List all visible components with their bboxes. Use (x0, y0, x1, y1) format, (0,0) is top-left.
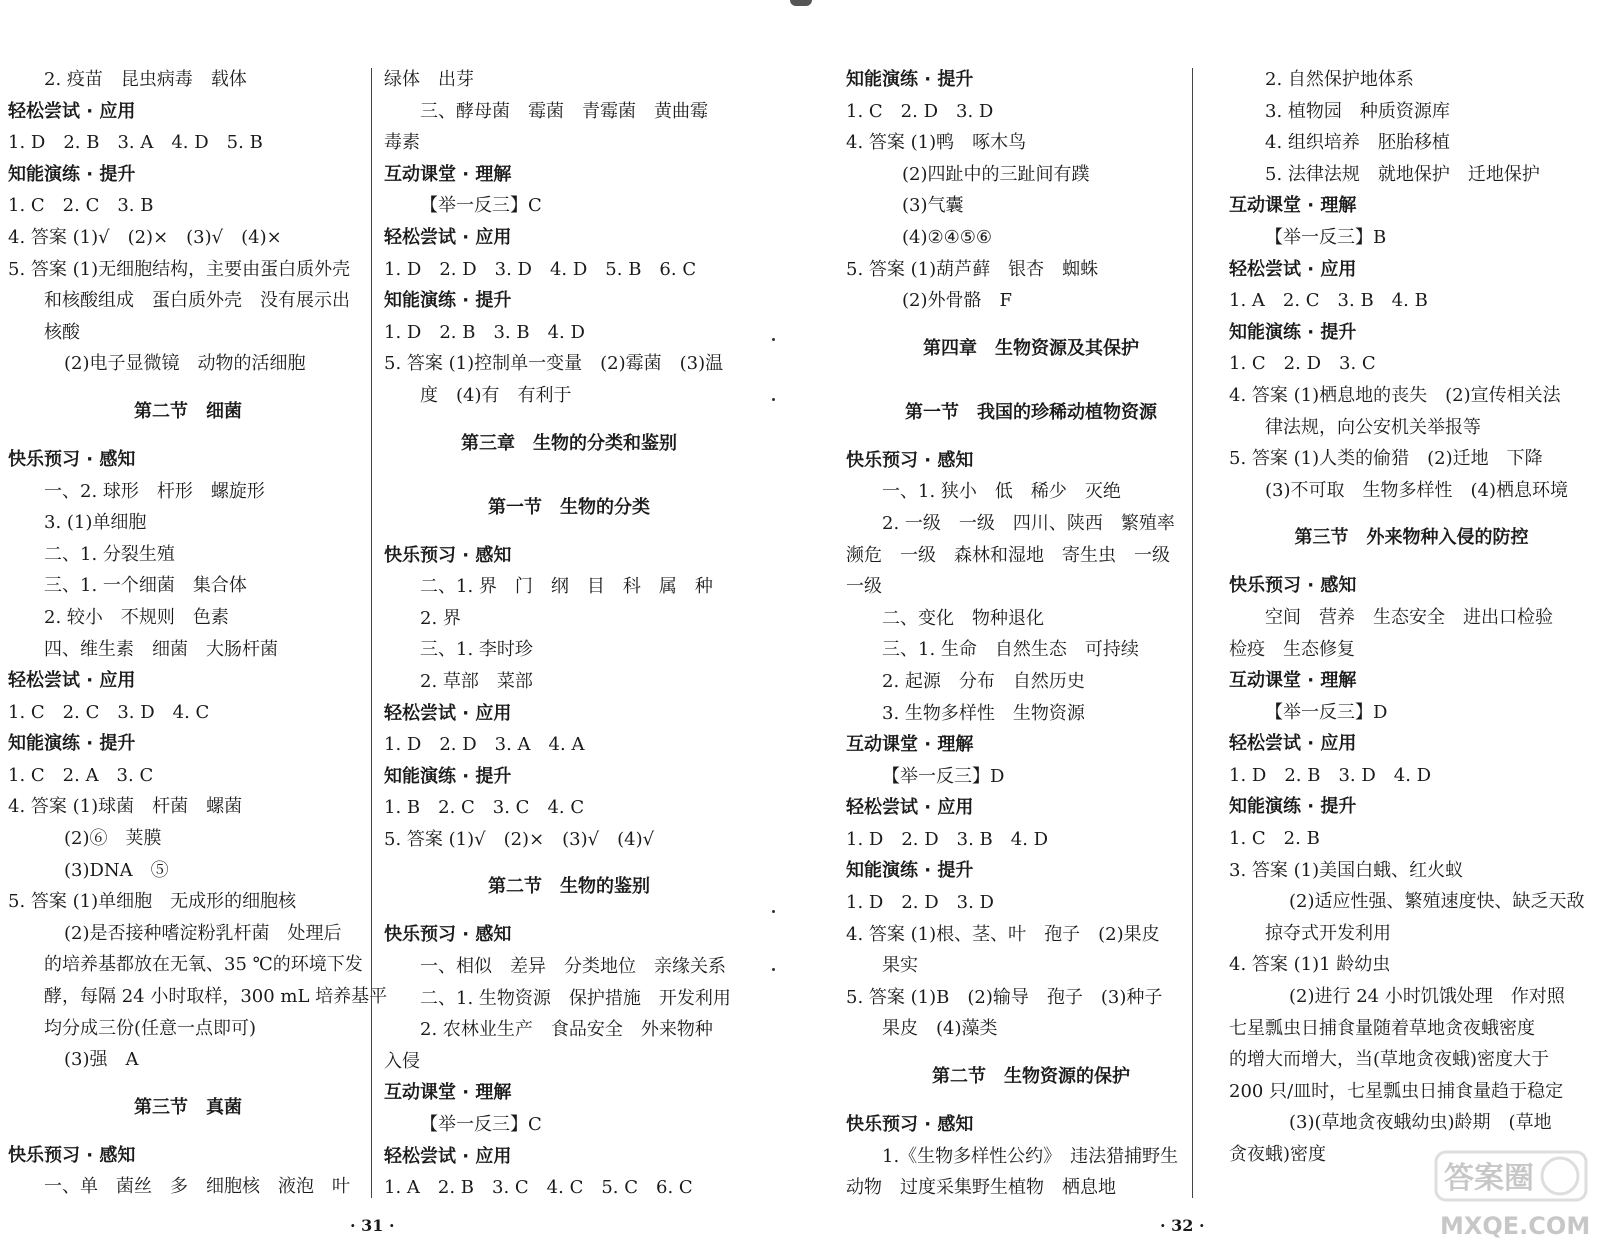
section-label: 知能演练 · 提升 (384, 765, 512, 787)
answer-line: (2)是否接种嗜淀粉乳杆菌 处理后 (64, 922, 342, 944)
answer-line: 一、2. 球形 杆形 螺旋形 (44, 480, 265, 502)
answer-line: 1. C 2. D 3. D (846, 100, 994, 122)
answer-line: 5. 答案 (1)无细胞结构，主要由蛋白质外壳 (8, 258, 351, 280)
section-label: 互动课堂 · 理解 (384, 1082, 512, 1104)
answer-line: 【举一反三】C (420, 195, 542, 217)
section-label: 轻松尝试 · 应用 (846, 797, 974, 819)
section-label: 知能演练 · 提升 (8, 733, 136, 755)
section-label: 轻松尝试 · 应用 (8, 100, 136, 122)
answer-line: 2. 一级 一级 四川、陕西 繁殖率 (882, 512, 1175, 534)
answer-line: 入侵 (384, 1050, 420, 1072)
section-label: 互动课堂 · 理解 (846, 734, 974, 756)
answer-line: 1. C 2. C 3. B (8, 195, 154, 217)
section-label: 知能演练 · 提升 (8, 163, 136, 185)
answer-line: 三、1. 一个细菌 集合体 (44, 575, 247, 597)
watermark-text: 答案圈 (1444, 1161, 1534, 1196)
answer-line: 4. 答案 (1)√ (2)× (3)√ (4)× (8, 226, 282, 248)
answer-line: 空间 营养 生态安全 进出口检验 (1265, 606, 1553, 628)
section-label: 快乐预习 · 感知 (384, 544, 512, 566)
answer-line: 1.《生物多样性公约》 违法猎捕野生 (882, 1145, 1179, 1167)
answer-line: 七星瓢虫日捕食量随着草地贪夜蛾密度 (1229, 1017, 1535, 1039)
answer-line: 5. 答案 (1)葫芦藓 银杏 蜘蛛 (846, 258, 1099, 280)
section-heading: 第三节 真菌 (134, 1096, 242, 1118)
section-heading: 第三章 生物的分类和鉴别 (461, 432, 677, 454)
answer-line: (2)外骨骼 F (902, 290, 1012, 312)
section-heading: 第四章 生物资源及其保护 (923, 337, 1139, 359)
answer-line: 2. 自然保护地体系 (1265, 69, 1414, 90)
section-label: 快乐预习 · 感知 (1229, 575, 1357, 597)
answer-line: 4. 答案 (1)球菌 杆菌 螺菌 (8, 796, 243, 818)
answer-line: 一、1. 狭小 低 稀少 灭绝 (882, 481, 1121, 503)
answer-line: 三、1. 生命 自然生态 可持续 (882, 639, 1139, 661)
section-heading: 第二节 生物的鉴别 (488, 876, 650, 898)
section-label: 互动课堂 · 理解 (1229, 670, 1357, 692)
watermark-url: MXQE.COM (1440, 1212, 1591, 1240)
answer-line: 1. C 2. C 3. D 4. C (8, 701, 210, 723)
page-number-left: · 31 · (350, 1216, 395, 1235)
section-label: 轻松尝试 · 应用 (384, 702, 512, 724)
answer-line: 2. 起源 分布 自然历史 (882, 670, 1085, 692)
watermark-logo (1430, 1146, 1595, 1246)
section-heading: 第一节 我国的珍稀动植物资源 (905, 401, 1157, 423)
answer-line: (3)DNA ⑤ (64, 859, 169, 881)
answer-line: 动物 过度采集野生植物 栖息地 (846, 1177, 1116, 1199)
answer-column-4 (1229, 64, 1594, 1171)
answer-line: (3)(草地贪夜蛾幼虫)龄期 (草地 (1289, 1112, 1552, 1134)
answer-line: 1. B 2. C 3. C 4. C (384, 797, 585, 819)
answer-line: 1. D 2. B 3. D 4. D (1229, 764, 1432, 786)
answer-line: 4. 答案 (1)1 龄幼虫 (1229, 954, 1391, 976)
answer-line: 二、变化 物种退化 (882, 607, 1044, 629)
answer-line: 1. D 2. D 3. D 4. D 5. B 6. C (384, 258, 697, 280)
answer-line: (3)气囊 (902, 195, 964, 217)
answer-line: 1. C 2. A 3. C (8, 764, 154, 786)
answer-line: 4. 答案 (1)根、茎、叶 孢子 (2)果皮 (846, 923, 1160, 945)
answer-line: 1. D 2. D 3. B 4. D (846, 828, 1049, 850)
answer-line: 检疫 生态修复 (1229, 638, 1355, 660)
answer-column-3 (846, 64, 1216, 1204)
answer-line: 毒素 (384, 132, 420, 154)
answer-line: 4. 答案 (1)鸭 啄木鸟 (846, 132, 1027, 154)
answer-line: 3. 植物园 种质资源库 (1265, 100, 1450, 122)
answer-line: 一级 (846, 576, 882, 598)
answer-line: (4)②④⑤⑥ (902, 226, 993, 248)
answer-line: 【举一反三】D (1265, 701, 1388, 723)
answer-line: 核酸 (44, 321, 80, 343)
answer-line: 二、1. 界 门 纲 目 科 属 种 (420, 576, 713, 598)
answer-line: 5. 答案 (1)单细胞 无成形的细胞核 (8, 891, 297, 913)
answer-line: 均分成三份(任意一点即可) (44, 1017, 257, 1039)
section-label: 轻松尝试 · 应用 (1229, 258, 1357, 280)
answer-line: 4. 组织培养 胚胎移植 (1265, 132, 1450, 154)
section-label: 知能演练 · 提升 (846, 69, 974, 90)
margin-dot (772, 398, 775, 401)
answer-line: 三、酵母菌 霉菌 青霉菌 黄曲霉 (420, 100, 708, 122)
answer-line: 1. D 2. D 3. D (846, 892, 994, 914)
answer-line: 【举一反三】B (1265, 226, 1387, 248)
answer-line: 四、维生素 细菌 大肠杆菌 (44, 638, 278, 660)
answer-line: 【举一反三】C (420, 1114, 542, 1136)
answer-line: 1. D 2. B 3. B 4. D (384, 321, 585, 343)
answer-line: 5. 答案 (1)√ (2)× (3)√ (4)√ (384, 828, 655, 850)
section-heading: 第一节 生物的分类 (488, 496, 650, 518)
answer-line: (2)适应性强、繁殖速度快、缺乏天敌 (1289, 891, 1585, 913)
answer-line: 2. 界 (420, 607, 461, 629)
answer-line: 的增大而增大，当(草地贪夜蛾)密度大于 (1229, 1049, 1550, 1071)
answer-line: (3)强 A (64, 1049, 139, 1071)
section-label: 快乐预习 · 感知 (846, 449, 974, 471)
answer-line: 3. (1)单细胞 (44, 512, 147, 534)
page-number-right: · 32 · (1160, 1216, 1205, 1235)
answer-line: 果皮 (4)藻类 (882, 1018, 998, 1040)
answer-line: 度 (4)有 有利于 (420, 384, 572, 406)
section-label: 快乐预习 · 感知 (846, 1114, 974, 1136)
margin-dot (772, 968, 775, 971)
answer-line: 律法规，向公安机关举报等 (1265, 416, 1481, 438)
section-label: 知能演练 · 提升 (1229, 796, 1357, 818)
margin-dot (772, 910, 775, 913)
answer-line: 1. A 2. C 3. B 4. B (1229, 290, 1428, 312)
section-label: 轻松尝试 · 应用 (8, 670, 136, 692)
section-label: 知能演练 · 提升 (384, 290, 512, 312)
section-label: 快乐预习 · 感知 (8, 448, 136, 470)
section-label: 轻松尝试 · 应用 (384, 226, 512, 248)
section-label: 互动课堂 · 理解 (384, 163, 512, 185)
answer-line: (2)电子显微镜 动物的活细胞 (64, 353, 306, 375)
answer-line: 5. 法律法规 就地保护 迁地保护 (1265, 163, 1540, 185)
answer-line: 5. 答案 (1)人类的偷猎 (2)迁地 下降 (1229, 448, 1543, 470)
answer-line: 酵，每隔 24 小时取样，300 mL 培养基平 (44, 986, 388, 1008)
answer-line: 1. C 2. D 3. C (1229, 353, 1376, 375)
answer-line: 二、1. 分裂生殖 (44, 543, 175, 565)
answer-line: 绿体 出芽 (384, 69, 474, 90)
section-label: 快乐预习 · 感知 (384, 924, 512, 946)
answer-line: (3)不可取 生物多样性 (4)栖息环境 (1265, 479, 1568, 501)
section-label: 知能演练 · 提升 (1229, 321, 1357, 343)
answer-line: 贪夜蛾)密度 (1229, 1144, 1327, 1165)
answer-line: 1. D 2. D 3. A 4. A (384, 734, 585, 756)
answer-line: 果实 (882, 955, 918, 977)
answer-line: 5. 答案 (1)B (2)输导 孢子 (3)种子 (846, 986, 1163, 1008)
answer-column-2 (384, 64, 754, 1204)
answer-line: (2)⑥ 荚膜 (64, 828, 162, 850)
answer-line: 二、1. 生物资源 保护措施 开发利用 (420, 987, 731, 1009)
answer-line: 三、1. 李时珍 (420, 639, 533, 661)
section-label: 快乐预习 · 感知 (8, 1144, 136, 1166)
answer-line: 2. 较小 不规则 色素 (44, 606, 229, 628)
answer-line: 5. 答案 (1)控制单一变量 (2)霉菌 (3)温 (384, 353, 724, 375)
answer-line: 3. 生物多样性 生物资源 (882, 702, 1085, 724)
binding-mark (790, 0, 812, 6)
answer-line: 掠夺式开发利用 (1265, 922, 1391, 944)
answer-line: (2)四趾中的三趾间有蹼 (902, 163, 1090, 185)
section-label: 轻松尝试 · 应用 (1229, 733, 1357, 755)
answer-line: 的培养基都放在无氧、35 ℃的环境下发 (44, 954, 363, 976)
answer-column-1 (8, 64, 388, 1203)
section-label: 互动课堂 · 理解 (1229, 195, 1357, 217)
section-heading: 第三节 外来物种入侵的防控 (1294, 527, 1529, 549)
answer-line: 一、单 菌丝 多 细胞核 液泡 叶 (44, 1176, 350, 1198)
answer-line: 3. 答案 (1)美国白蛾、红火蚁 (1229, 859, 1464, 881)
answer-line: 1. C 2. B (1229, 828, 1320, 850)
answer-line: 1. A 2. B 3. C 4. C 5. C 6. C (384, 1177, 693, 1199)
answer-line: 200 只/皿时，七星瓢虫日捕食量趋于稳定 (1229, 1080, 1564, 1102)
section-label: 知能演练 · 提升 (846, 860, 974, 882)
margin-dot (772, 338, 775, 341)
section-heading: 第二节 细菌 (134, 400, 242, 422)
answer-line: 2. 农林业生产 食品安全 外来物种 (420, 1019, 713, 1041)
answer-line: 2. 草部 菜部 (420, 670, 533, 692)
section-heading: 第二节 生物资源的保护 (932, 1066, 1130, 1088)
answer-line: 1. D 2. B 3. A 4. D 5. B (8, 132, 263, 154)
column-divider-left (371, 68, 372, 1198)
answer-line: 一、相似 差异 分类地位 亲缘关系 (420, 956, 726, 978)
answer-line: 【举一反三】D (882, 765, 1005, 787)
answer-line: 和核酸组成 蛋白质外壳 没有展示出 (44, 290, 350, 312)
answer-line: 濒危 一级 森林和湿地 寄生虫 一级 (846, 544, 1170, 566)
answer-line: 2. 疫苗 昆虫病毒 载体 (44, 69, 247, 90)
answer-line: 4. 答案 (1)栖息地的丧失 (2)宣传相关法 (1229, 384, 1561, 406)
answer-line: (2)进行 24 小时饥饿处理 作对照 (1289, 986, 1565, 1008)
section-label: 轻松尝试 · 应用 (384, 1145, 512, 1167)
